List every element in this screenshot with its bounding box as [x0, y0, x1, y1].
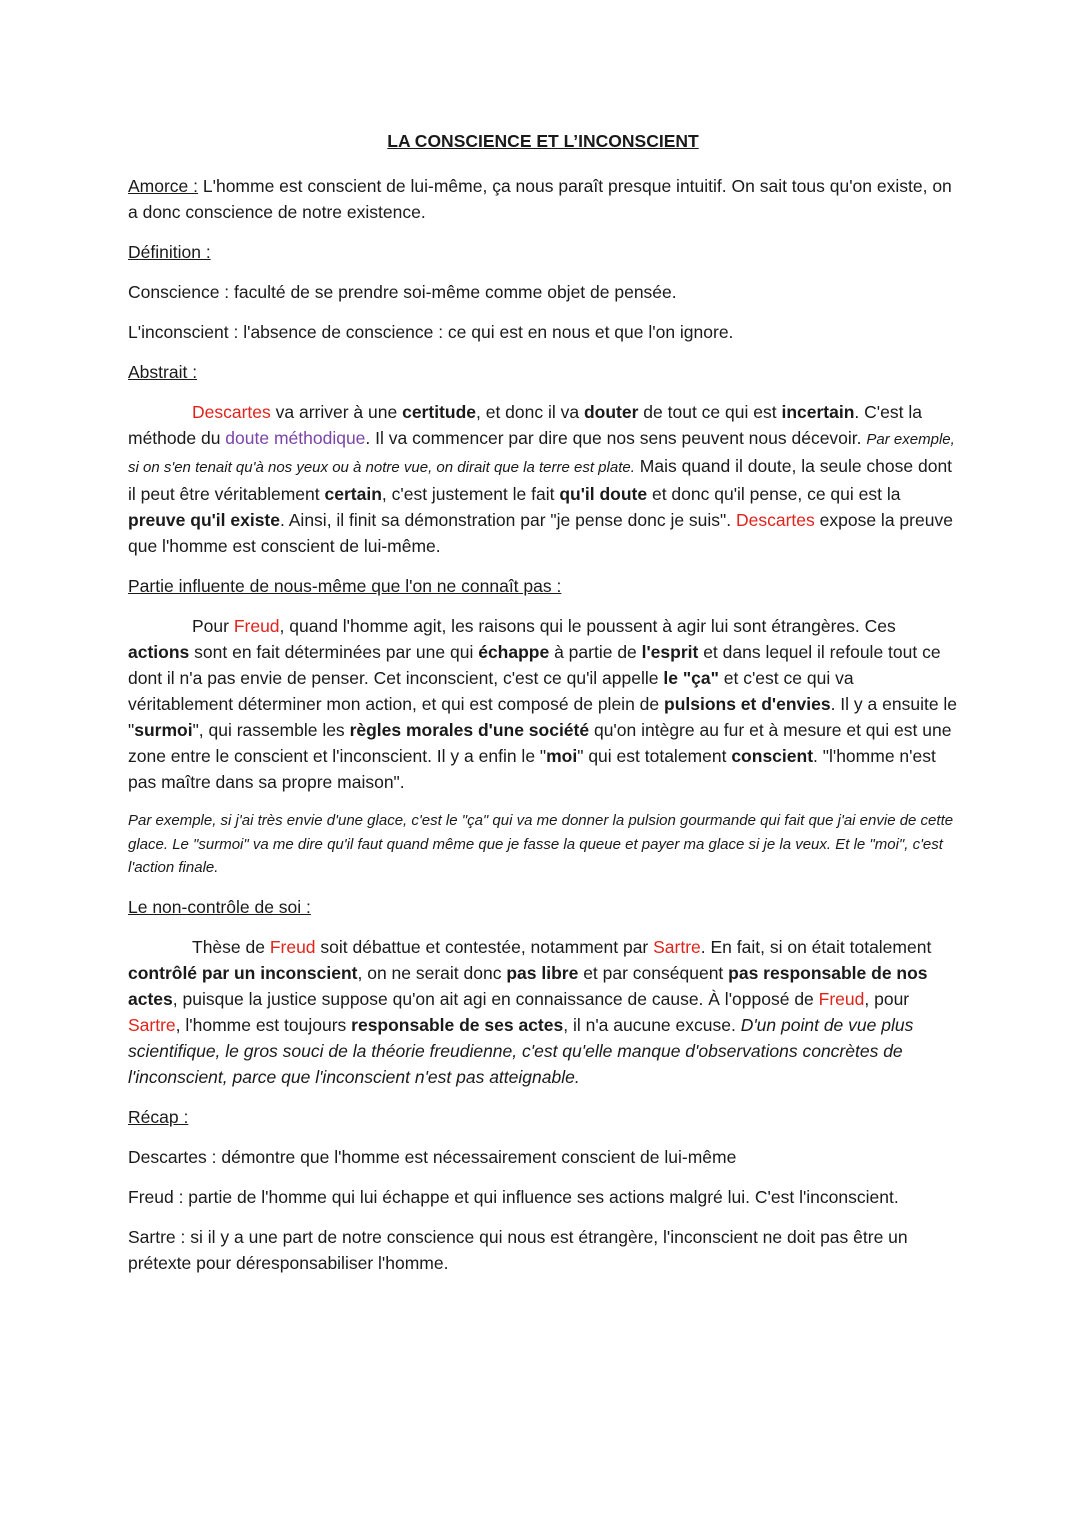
term-esprit: l'esprit — [641, 642, 699, 662]
text-run: . "l'homme n'est pas maître dans sa propre maison". — [128, 746, 936, 792]
text-run: . C'est la méthode du — [128, 402, 922, 448]
term-ca: le "ça" — [663, 668, 719, 688]
name-sartre: Sartre — [653, 936, 701, 957]
amorce-label: Amorce : — [128, 176, 199, 196]
term-douter: douter — [583, 402, 639, 422]
text-run: , c'est justement le fait — [381, 484, 560, 504]
text-run: sont en fait déterminées par une qui — [189, 642, 479, 662]
term-surmoi: surmoi — [134, 720, 193, 740]
term-certitude: certitude — [402, 402, 476, 422]
term-pas-responsable: pas responsable de nos actes — [128, 962, 928, 1009]
text-run: soit débattue et contestée, notamment par — [315, 936, 654, 957]
term-conscient: conscient — [731, 746, 814, 766]
name-freud: Freud — [818, 988, 865, 1009]
partie-heading: Partie influente de nous-même que l'on ne connaît pas : — [128, 576, 562, 596]
term-responsable: responsable de ses actes — [351, 1014, 564, 1035]
text-run: , l'homme est toujours — [175, 1014, 352, 1035]
text-run: et par conséquent — [578, 962, 729, 983]
recap-freud: Freud : partie de l'homme qui lui échappe et qui influence ses actions malgré lui. C'est l'inconscient. — [128, 1186, 899, 1207]
term-pas-libre: pas libre — [506, 962, 579, 983]
amorce-paragraph — [128, 173, 958, 225]
abstrait-paragraph — [128, 399, 958, 559]
partie-example: Par exemple, si j'ai très envie d'une glace, c'est le "ça" qui va me donner la pulsion gourmande qui fait que j'ai envie de cette glace. Le "surmoi" va me dire qu'il faut quand même que je fasse la queue et payer ma glace si je la veux. Et le "moi", c'est l'action finale. — [128, 812, 954, 876]
definition-inconscient: L'inconscient : l'absence de conscience : ce qui est en nous et que l'on ignore. — [128, 322, 734, 342]
text-run: " qui est totalement — [577, 746, 732, 766]
text-run: de tout ce qui est — [638, 402, 782, 422]
example-inline: Par exemple, si on s'en tenait qu'à nos yeux ou à notre vue, on dirait que la terre est plate. — [128, 431, 955, 476]
term-moi: moi — [546, 746, 578, 766]
text-run: qu'on intègre au fur et à mesure et qui est une zone entre le conscient et l'inconscient. Il y a enfin le " — [128, 720, 952, 766]
term-actions: actions — [128, 642, 190, 662]
name-freud: Freud — [233, 616, 280, 636]
term-controle: contrôlé par un inconscient — [128, 962, 358, 983]
text-run: , et donc il va — [476, 402, 584, 422]
term-doute-methodique: doute méthodique — [225, 428, 366, 448]
noncontrole-heading: Le non-contrôle de soi : — [128, 896, 311, 917]
text-run: , quand l'homme agit, les raisons qui le poussent à agir lui sont étrangères. Ces — [279, 616, 896, 636]
text-run: et dans lequel il refoule tout ce dont il n'a pas envie de penser. Cet inconscient, c'est ce qu'il appelle — [128, 642, 941, 688]
name-sartre: Sartre — [128, 1014, 176, 1035]
abstrait-heading: Abstrait : — [128, 362, 198, 382]
definition-heading: Définition : — [128, 242, 211, 262]
recap-heading: Récap : — [128, 1106, 189, 1127]
text-run: , puisque la justice suppose qu'on ait agi en connaissance de cause. À l'opposé de — [172, 988, 819, 1009]
text-run: ", qui rassemble les — [192, 720, 350, 740]
definition-conscience: Conscience : faculté de se prendre soi-même comme objet de pensée. — [128, 282, 677, 302]
text-run: expose la preuve que l'homme est conscient de lui-même. — [128, 510, 953, 556]
name-freud: Freud — [269, 936, 316, 957]
term-incertain: incertain — [781, 402, 855, 422]
text-run: et c'est ce qui va véritablement déterminer mon action, et qui est composé de plein de — [128, 668, 854, 714]
recap-descartes: Descartes : démontre que l'homme est nécessairement conscient de lui-même — [128, 1146, 737, 1167]
text-run: , pour — [864, 988, 910, 1009]
noncontrole-paragraph — [128, 934, 958, 1090]
text-run: Pour — [192, 616, 234, 636]
text-run: à partie de — [549, 642, 642, 662]
text-run: Mais quand il doute, la seule chose dont il peut être véritablement — [128, 456, 953, 504]
scientific-remark: D'un point de vue plus scientifique, le gros souci de la théorie freudienne, c'est qu'elle manque d'observations concrètes de l'inconscient, parce que l'inconscient n'est pas atteignable. — [128, 1014, 914, 1087]
term-echappe: échappe — [478, 642, 550, 662]
text-run: et donc qu'il pense, ce qui est la — [647, 484, 901, 504]
text-run: . Ainsi, il finit sa démonstration par "je pense donc je suis". — [280, 510, 736, 530]
text-run: va arriver à une — [270, 402, 403, 422]
name-descartes: Descartes — [736, 510, 815, 530]
partie-paragraph — [128, 613, 958, 795]
text-run: . Il y a ensuite le " — [128, 694, 958, 740]
term-regles: règles morales d'une société — [349, 720, 590, 740]
page-title: LA CONSCIENCE ET L’INCONSCIENT — [387, 131, 699, 151]
document-body — [128, 128, 958, 1290]
name-descartes: Descartes — [192, 402, 271, 422]
text-run: Thèse de — [192, 936, 270, 957]
text-run: , on ne serait donc — [357, 962, 507, 983]
text-run: , il n'a aucune excuse. — [563, 1014, 741, 1035]
term-pulsions: pulsions et d'envies — [664, 694, 831, 714]
term-certain: certain — [324, 484, 382, 504]
term-doute: qu'il doute — [559, 484, 648, 504]
recap-sartre: Sartre : si il y a une part de notre conscience qui nous est étrangère, l'inconscient ne doit pas être un prétexte pour déresponsabiliser l'homme. — [128, 1226, 908, 1273]
text-run: . Il va commencer par dire que nos sens peuvent nous décevoir. — [365, 428, 867, 448]
term-preuve: preuve qu'il existe — [128, 510, 280, 530]
text-run: . En fait, si on était totalement — [700, 936, 932, 957]
amorce-text: L'homme est conscient de lui-même, ça nous paraît presque intuitif. On sait tous qu'on existe, on a donc conscience de notre existence. — [128, 176, 952, 222]
